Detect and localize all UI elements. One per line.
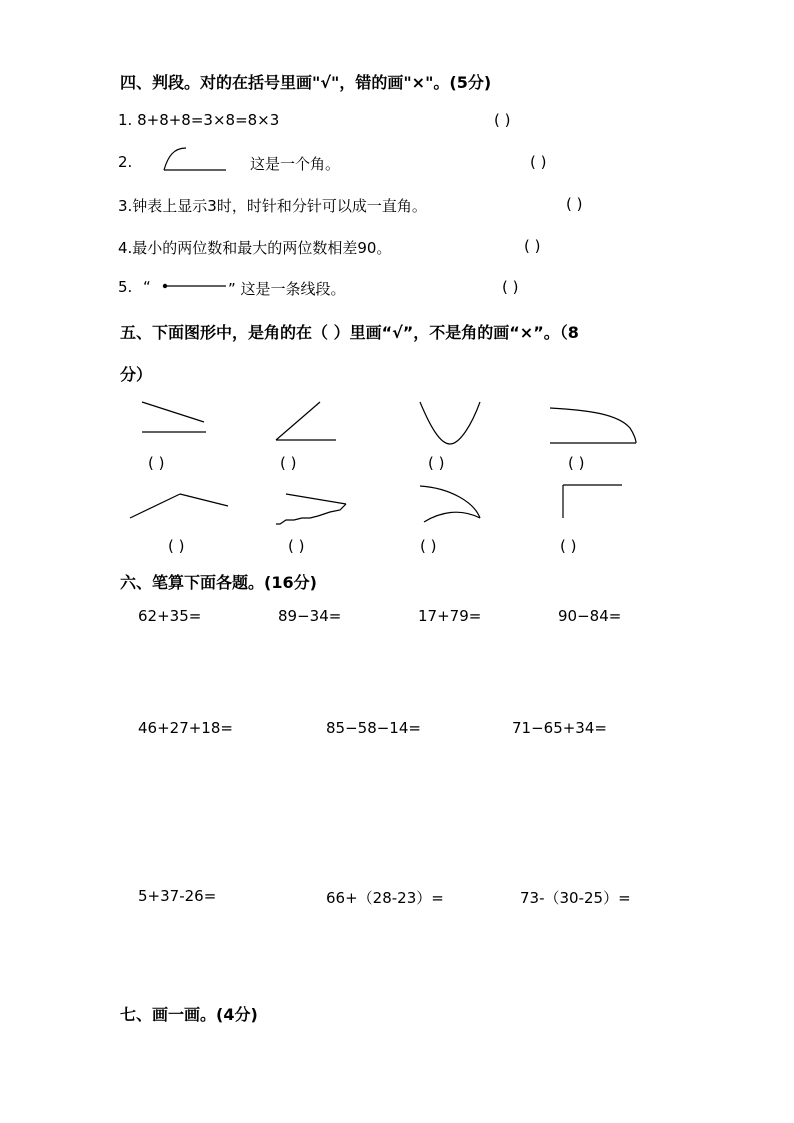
calc-problem-7: 71−65+34=	[512, 719, 607, 737]
calc-problem-1: 62+35=	[138, 607, 202, 625]
shape-4-answer[interactable]: ( )	[568, 454, 585, 472]
shape-7-answer[interactable]: ( )	[420, 537, 437, 555]
shape-1-answer[interactable]: ( )	[148, 454, 165, 472]
judge-item-5-answer[interactable]: ( )	[502, 278, 519, 296]
judge-item-2-number: 2.	[118, 153, 133, 171]
judge-item-1-answer[interactable]: ( )	[494, 111, 511, 129]
figure-right-angle	[560, 482, 626, 522]
judge-item-3-text: 3.钟表上显示3时，时针和分针可以成一直角。	[118, 197, 427, 215]
shape-8-answer[interactable]: ( )	[560, 537, 577, 555]
calc-problem-4: 90−84=	[558, 607, 622, 625]
judge-item-4-answer[interactable]: ( )	[524, 237, 541, 255]
section-4-heading: 四、判段。对的在括号里画"√"，错的画"×"。(5分)	[120, 73, 492, 92]
calc-problem-3: 17+79=	[418, 607, 482, 625]
judge-item-2-text: 这是一个角。	[250, 155, 341, 173]
judge-item-2-answer[interactable]: ( )	[530, 153, 547, 171]
shape-5-answer[interactable]: ( )	[168, 537, 185, 555]
curve-figure-item-2	[160, 146, 230, 170]
calc-problem-8: 5+37-26=	[138, 887, 217, 905]
figure-two-separate-lines	[140, 398, 210, 438]
section-5-heading-line2: 分）	[120, 365, 153, 384]
figure-angle	[272, 398, 342, 443]
figure-u-curve	[416, 398, 486, 448]
section-5-heading-line1: 五、下面图形中，是角的在（ ）里画“√”，不是角的画“×”。（8	[120, 323, 579, 342]
judge-item-5-open-quote: “	[143, 278, 151, 296]
ray-figure-item-5	[162, 281, 228, 291]
judge-item-4-text: 4.最小的两位数和最大的两位数相差90。	[118, 239, 392, 257]
shape-6-answer[interactable]: ( )	[288, 537, 305, 555]
figure-curved-closed-shape	[548, 406, 640, 446]
calc-problem-6: 85−58−14=	[326, 719, 421, 737]
judge-item-3-answer[interactable]: ( )	[566, 195, 583, 213]
judge-item-5-number: 5.	[118, 278, 133, 296]
calc-problem-5: 46+27+18=	[138, 719, 233, 737]
figure-jagged-shape	[274, 490, 350, 526]
judge-item-5-text: ” 这是一条线段。	[228, 280, 346, 298]
section-6-heading: 六、笔算下面各题。(16分)	[120, 573, 317, 592]
judge-item-1-text: 1. 8+8+8=3×8=8×3	[118, 111, 280, 129]
calc-problem-9: 66+（28-23）=	[326, 889, 444, 907]
section-7-heading: 七、画一画。(4分)	[120, 1005, 258, 1024]
calc-problem-10: 73-（30-25）=	[520, 889, 631, 907]
figure-open-angle	[128, 490, 230, 522]
figure-curved-lines	[416, 482, 484, 526]
shape-2-answer[interactable]: ( )	[280, 454, 297, 472]
shape-3-answer[interactable]: ( )	[428, 454, 445, 472]
calc-problem-2: 89−34=	[278, 607, 342, 625]
